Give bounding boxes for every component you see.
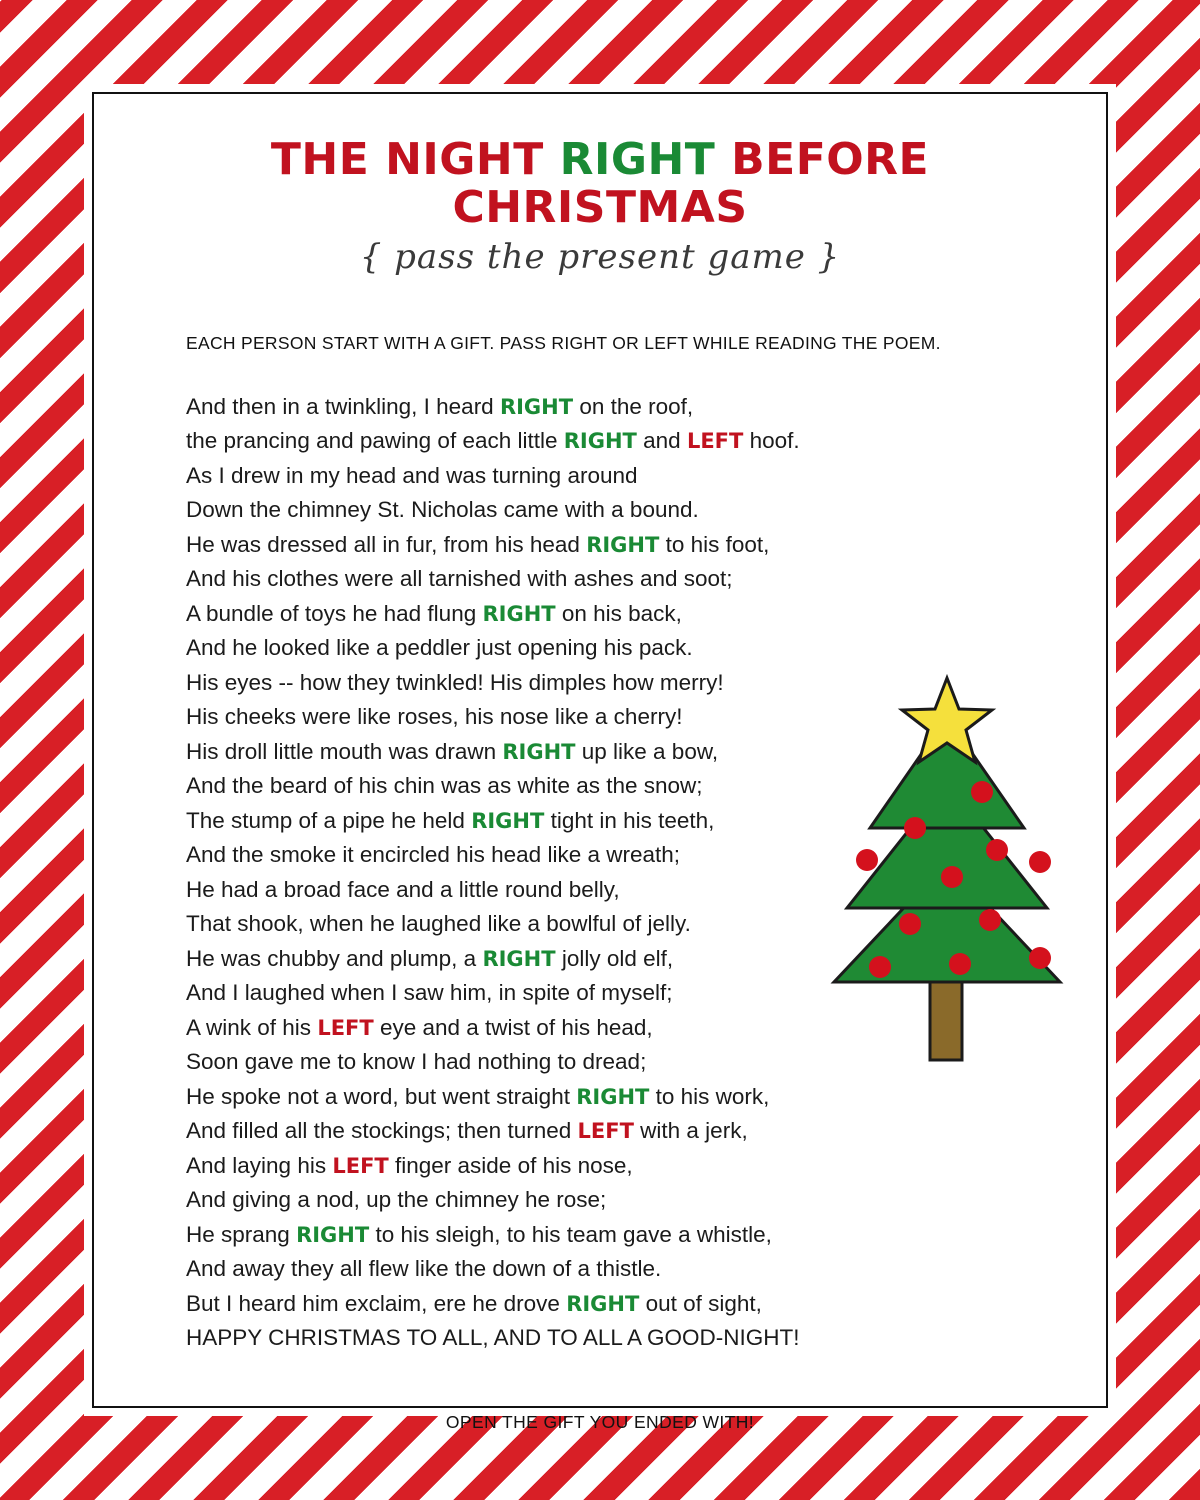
word-right: RIGHT — [586, 532, 660, 557]
poem-text: He was chubby and plump, a — [186, 945, 483, 971]
poem-line — [186, 1011, 1060, 1046]
poem-text: As I drew in my head and was turning around — [186, 462, 638, 488]
poem-text: to his work, — [649, 1083, 770, 1109]
poem-text: And he looked like a peddler just opening his pack. — [186, 635, 693, 661]
poem-line — [186, 942, 1060, 977]
poem-line — [186, 390, 1060, 425]
poem-text: He sprang — [186, 1221, 297, 1247]
poem-text: He was dressed all in fur, from his head — [186, 531, 587, 557]
poem-text: HAPPY CHRISTMAS TO ALL, AND TO ALL A GOOD-NIGHT! — [186, 1325, 800, 1351]
poem-line — [186, 769, 1060, 804]
poem-line — [186, 907, 1060, 942]
poem-line — [186, 424, 1060, 459]
poem-line — [186, 1045, 1060, 1080]
poem-text: He had a broad face and a little round belly, — [186, 876, 620, 902]
paper-sheet — [84, 84, 1116, 1432]
poem-line — [186, 1321, 1060, 1356]
poem-line — [186, 1080, 1060, 1115]
poem-text: And I laughed when I saw him, in spite of myself; — [186, 980, 673, 1006]
poem-line — [186, 1114, 1060, 1149]
poem-line — [186, 804, 1060, 839]
word-right: RIGHT — [502, 739, 576, 764]
instructions-text: EACH PERSON START WITH A GIFT. PASS RIGHT OR LEFT WHILE READING THE POEM. — [186, 332, 941, 353]
poem-line — [186, 1252, 1060, 1287]
poem-line — [186, 666, 1060, 701]
word-right: RIGHT — [296, 1222, 370, 1247]
poem-text: with a jerk, — [633, 1118, 748, 1144]
poem-text: jolly old elf, — [555, 945, 674, 971]
word-right: RIGHT — [482, 601, 556, 626]
poem-line — [186, 838, 1060, 873]
page-title — [140, 136, 1060, 233]
poem-text: hoof. — [743, 428, 800, 454]
word-right: RIGHT — [482, 946, 556, 971]
poem-text: But I heard him exclaim, ere he drove — [186, 1290, 567, 1316]
poem-text: on the roof, — [573, 393, 694, 419]
poem-text: out of sight, — [639, 1290, 762, 1316]
title-word-right: RIGHT — [559, 134, 716, 185]
poem-text: Soon gave me to know I had nothing to dread; — [186, 1049, 647, 1075]
poem-line — [186, 976, 1060, 1011]
word-left: LEFT — [332, 1153, 389, 1178]
poem-text: And the smoke it encircled his head like a wreath; — [186, 842, 681, 868]
poem-line — [186, 1287, 1060, 1322]
poem-text: to his sleigh, to his team gave a whistle, — [369, 1221, 772, 1247]
word-left: LEFT — [686, 429, 744, 454]
poem-line — [186, 1183, 1060, 1218]
poem-text: the prancing and pawing of each little — [186, 428, 564, 454]
word-left: LEFT — [577, 1119, 634, 1144]
poem-text: on his back, — [555, 600, 682, 626]
poem-text: A bundle of toys he had flung — [186, 600, 483, 626]
page-content — [84, 84, 1116, 1432]
poem-line — [186, 700, 1060, 735]
word-right: RIGHT — [576, 1084, 650, 1109]
poem-line — [186, 493, 1060, 528]
poem-text: His eyes -- how they twinkled! His dimples how merry! — [186, 669, 724, 695]
poem-line — [186, 597, 1060, 632]
poem-text: And laying his — [186, 1152, 333, 1178]
poem-line — [186, 1218, 1060, 1253]
poem-line — [186, 873, 1060, 908]
poem-text: And the beard of his chin was as white as the snow; — [186, 773, 703, 799]
poem-text: A wink of his — [186, 1014, 318, 1040]
poem-line — [186, 1149, 1060, 1184]
title-part-2: BEFORE CHRISTMAS — [452, 134, 930, 234]
word-left: LEFT — [317, 1015, 374, 1040]
poem-text: He spoke not a word, but went straight — [186, 1083, 577, 1109]
word-right: RIGHT — [563, 429, 637, 454]
poem-text: and — [636, 428, 687, 454]
poem-text: tight in his teeth, — [544, 807, 715, 833]
poem-text: And his clothes were all tarnished with ashes and soot; — [186, 566, 733, 592]
poem-line — [186, 528, 1060, 563]
footer-text: OPEN THE GIFT YOU ENDED WITH! — [445, 1411, 755, 1432]
poem-text: The stump of a pipe he held — [186, 807, 472, 833]
poem-text: to his foot, — [659, 531, 770, 557]
poem-line — [186, 562, 1060, 597]
poem-text: His droll little mouth was drawn — [186, 738, 503, 764]
poem-text: eye and a twist of his head, — [373, 1014, 653, 1040]
title-part-1: THE NIGHT — [270, 134, 560, 185]
poem-text: That shook, when he laughed like a bowlful of jelly. — [186, 911, 691, 937]
poem-text: up like a bow, — [575, 738, 719, 764]
poem-line — [186, 459, 1060, 494]
poem-line — [186, 631, 1060, 666]
word-right: RIGHT — [566, 1291, 640, 1316]
poem-body — [140, 390, 1060, 1356]
poem-text: And giving a nod, up the chimney he rose; — [186, 1187, 607, 1213]
poem-text: And filled all the stockings; then turned — [186, 1118, 578, 1144]
poem-text: And then in a twinkling, I heard — [186, 393, 500, 419]
word-right: RIGHT — [471, 808, 545, 833]
poem-text: finger aside of his nose, — [388, 1152, 633, 1178]
word-right: RIGHT — [499, 394, 574, 419]
page-subtitle: { pass the present game } — [359, 236, 841, 277]
poem-text: And away they all flew like the down of a thistle. — [186, 1256, 662, 1282]
poem-text: Down the chimney St. Nicholas came with a bound. — [186, 497, 699, 523]
poem-line — [186, 735, 1060, 770]
poem-text: His cheeks were like roses, his nose like a cherry! — [186, 704, 683, 730]
